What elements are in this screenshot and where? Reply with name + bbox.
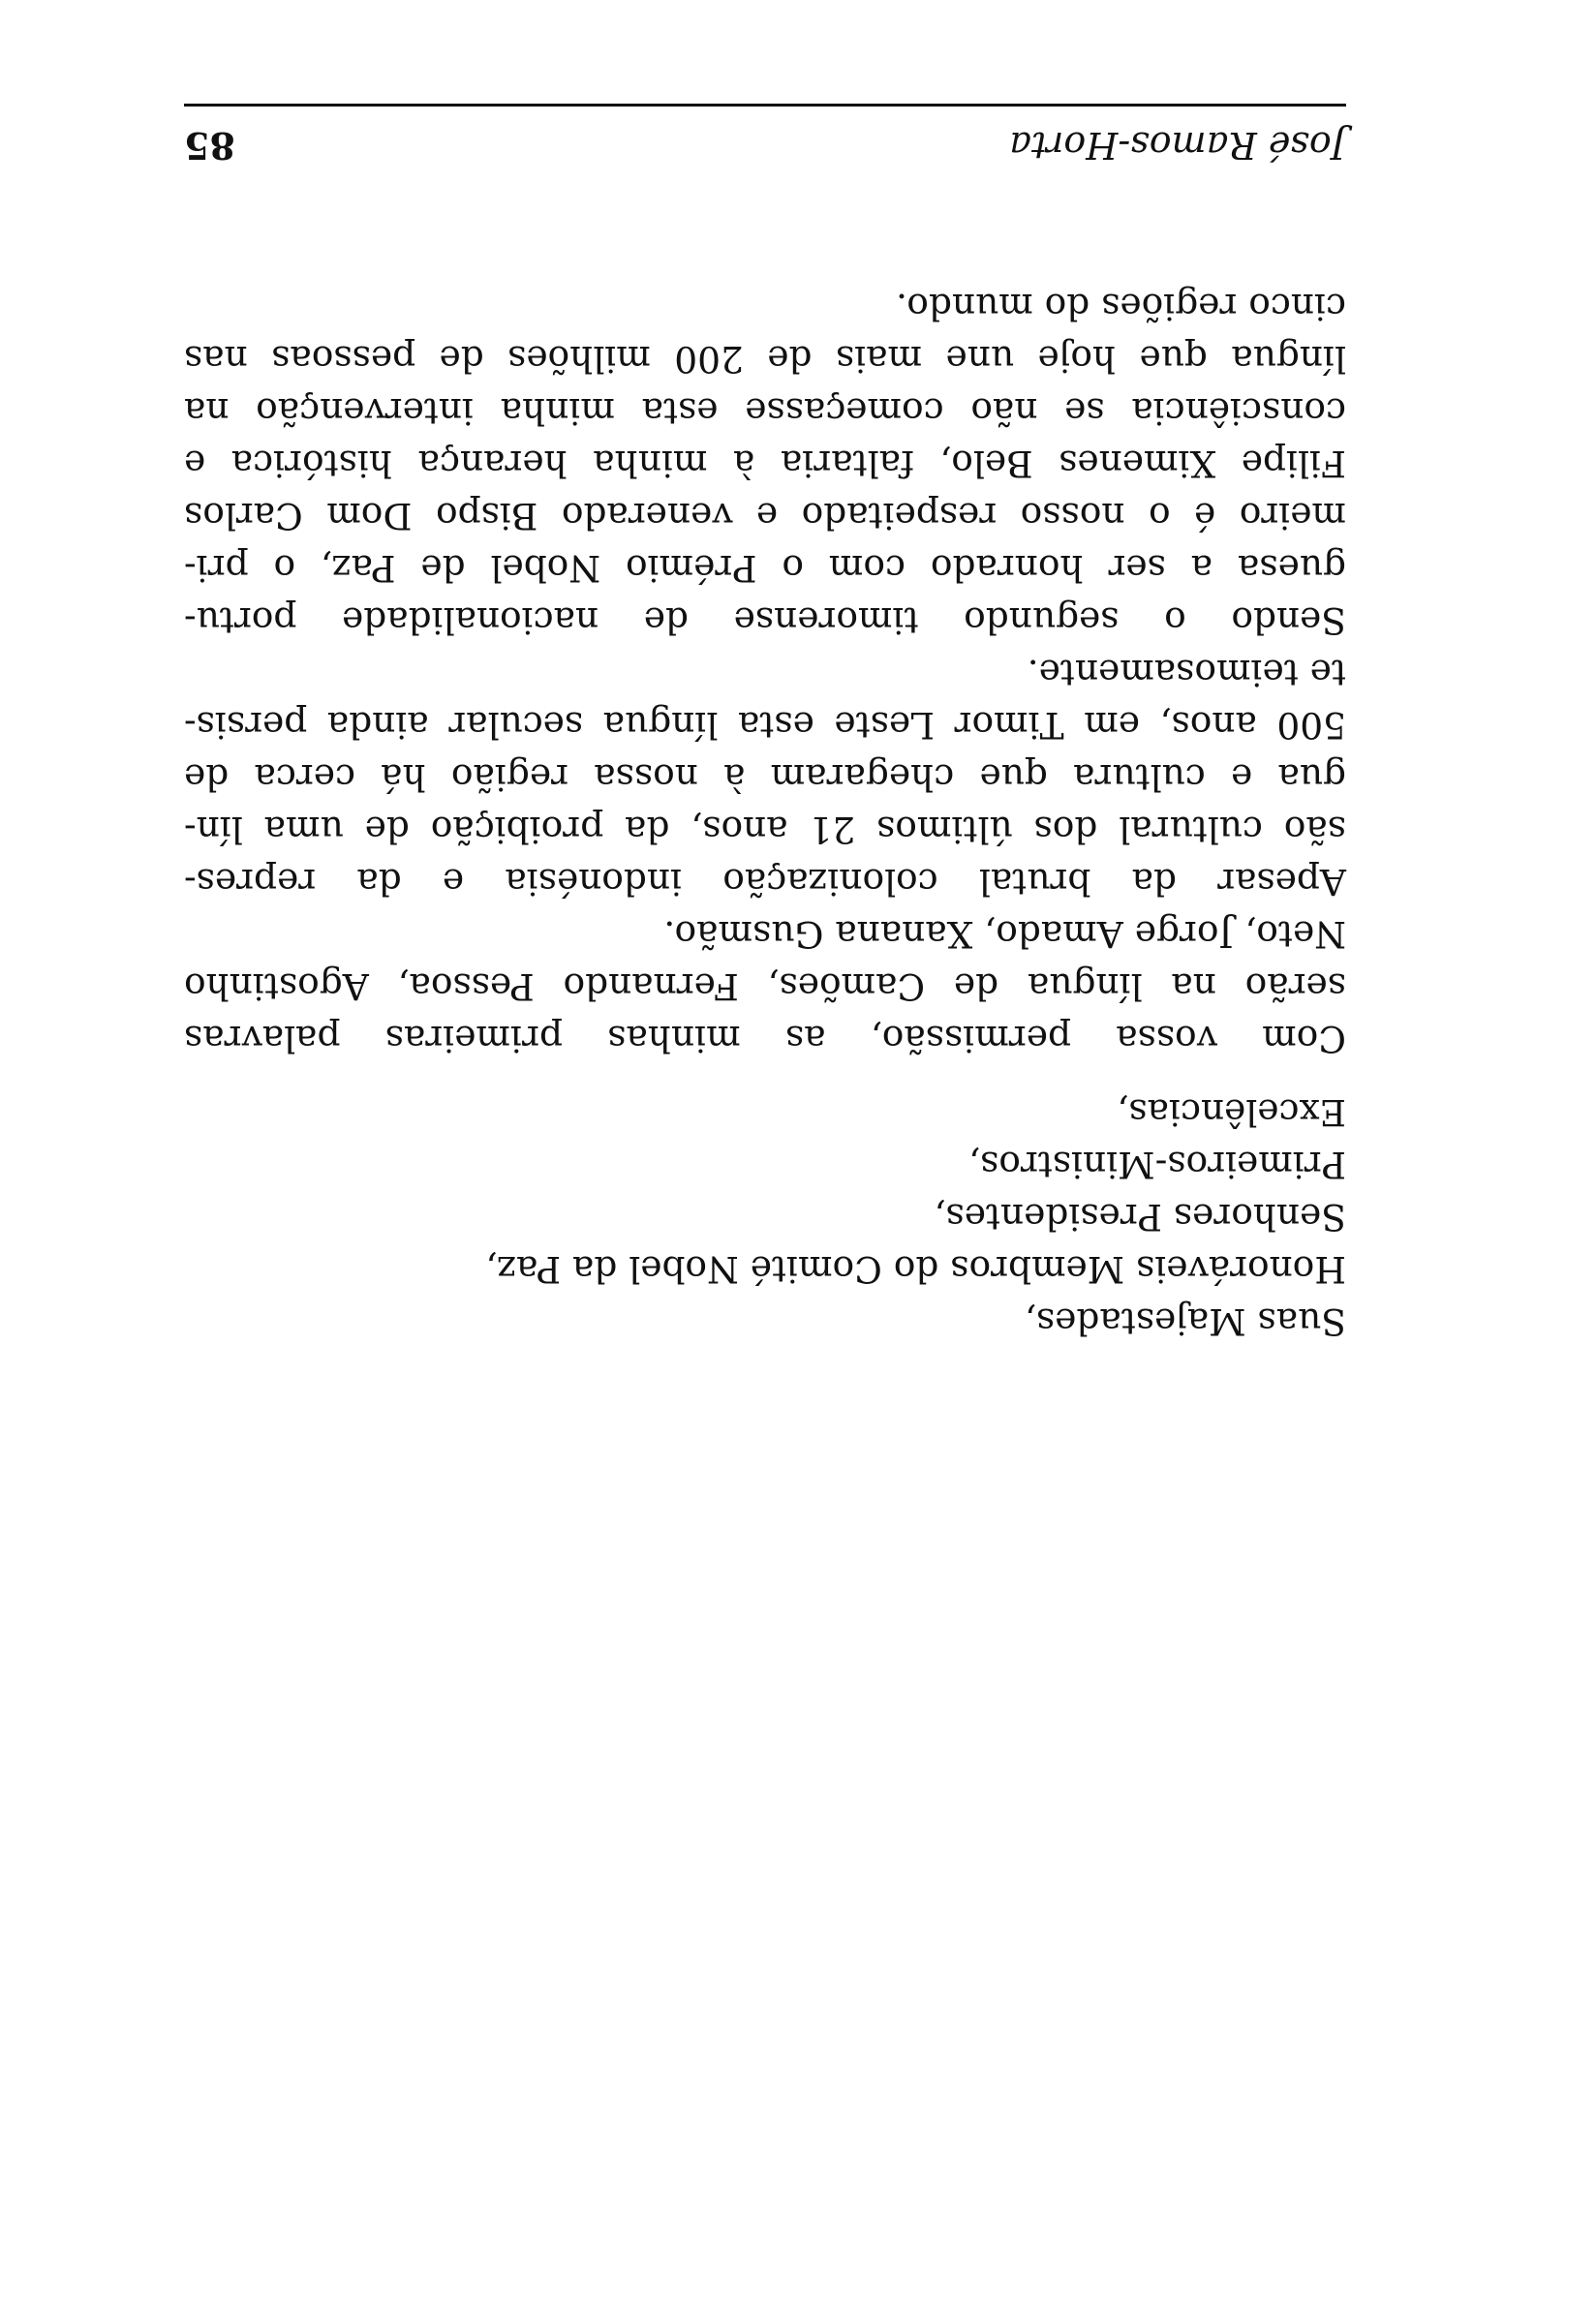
text-line: Apesar da brutal colonização indonésia e da repres-	[184, 861, 1346, 903]
text-line: cinco regiões do mundo.	[896, 286, 1346, 328]
salutation-line: Honoráveis Membros do Comité Nobel da Paz,	[485, 1248, 1346, 1291]
paragraph-1	[184, 908, 1346, 1065]
salutation-line: Excelências,	[1117, 1091, 1346, 1134]
text-line: meiro é o nosso respeitado e venerado Bispo Dom Carlos	[184, 495, 1346, 537]
page-header	[184, 104, 1346, 174]
text-line: te teimosamente.	[1027, 652, 1346, 694]
salutation-line: Primeiros-Ministros,	[968, 1144, 1346, 1186]
text-line: língua que hoje une mais de 200 milhões de pessoas nas	[184, 338, 1346, 381]
paragraph-2	[184, 647, 1346, 908]
text-line: 500 anos, em Timor Leste esta língua secular ainda persis-	[184, 704, 1346, 747]
salutation-line: Suas Majestades,	[1025, 1300, 1346, 1343]
text-line: Filipe Ximenes Belo, faltaria à minha herança histórica e	[184, 443, 1346, 485]
text-line: guesa a ser honrado com o Prémio Nobel de Paz, o pri-	[184, 547, 1346, 590]
salutation-line: Senhores Presidentes,	[934, 1196, 1346, 1238]
paragraph-3	[184, 281, 1346, 647]
text-line: serão na língua de Camões, Fernando Pessoa, Agostinho	[184, 965, 1346, 1008]
text-line: gua e cultura que chegaram à nossa região há cerca de	[184, 756, 1346, 799]
text-line: Neto, Jorge Amado, Xanana Gusmão.	[663, 913, 1346, 956]
text-line: Com vossa permissão, as minhas primeiras palavras	[184, 1018, 1346, 1060]
salutations	[184, 1086, 1346, 1348]
text-line: Sendo o segundo timorense de nacionalidade portu-	[184, 599, 1346, 642]
text-line: são cultural dos últimos 21 anos, da proibição de uma lín-	[184, 809, 1346, 851]
page-body	[184, 281, 1346, 1348]
text-line: consciência se não começasse esta minha intervenção na	[184, 390, 1346, 433]
page-number: 85	[184, 124, 235, 168]
running-head: José Ramos-Horta	[1009, 124, 1346, 167]
